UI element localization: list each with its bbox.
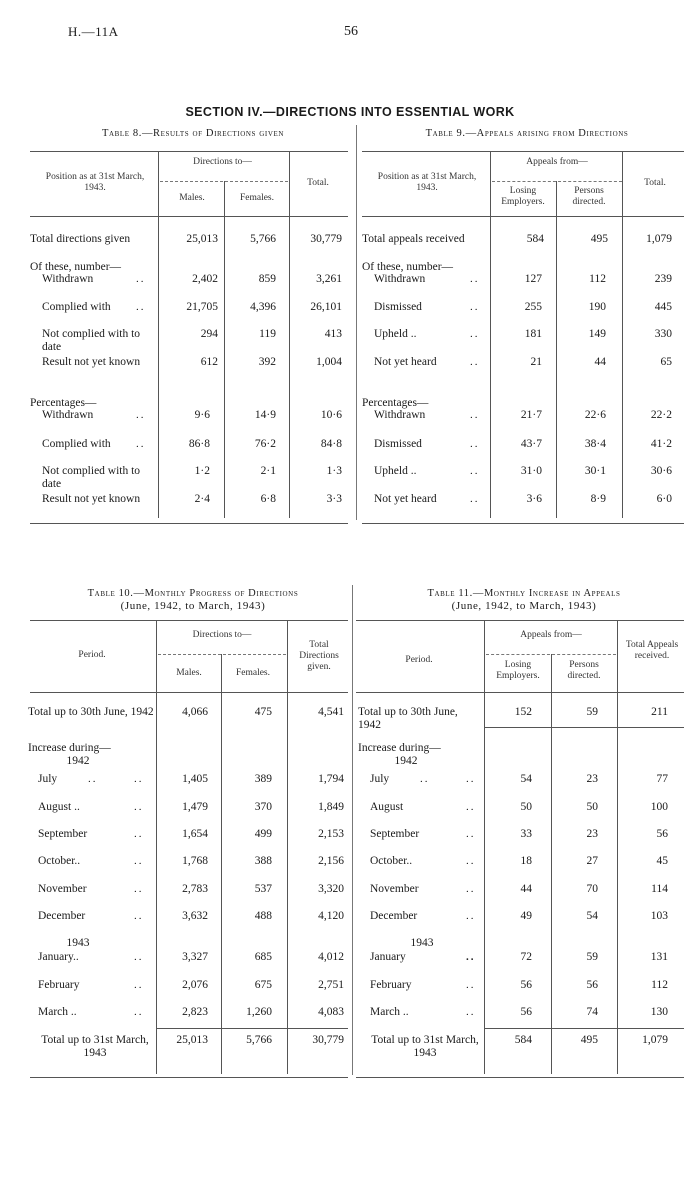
persons-value: 190 [588,301,606,313]
row-label: Total appeals received [362,233,465,245]
losing-value: 50 [520,801,532,813]
males-value: 612 [200,356,218,368]
row-label: August [370,801,404,813]
row-label: Total up to 31st March, 1943 [41,1034,149,1059]
males-value: 1·2 [194,465,210,477]
table-10-subcaption: (June, 1942, to March, 1943) [120,600,266,612]
row-label: February [38,979,80,991]
females-value: 14·9 [254,409,276,421]
persons-value: 22·6 [584,409,606,421]
persons-value: 495 [590,233,608,245]
males-value: 2,402 [192,273,218,285]
row-label: Withdrawn [42,409,94,421]
males-value: 2,783 [182,883,208,895]
table-8-males-header: Males. [179,193,205,203]
total-value: 2,156 [318,855,344,867]
row-label: August .. [38,801,80,813]
total-value: 4,012 [318,951,344,963]
total-value: 100 [650,801,668,813]
year-1943: 1943 [66,937,90,949]
females-value: 537 [254,883,272,895]
year-1942: 1942 [394,755,418,767]
row-label: Complied with [42,301,111,313]
females-value: 2·1 [260,465,276,477]
persons-value: 495 [580,1034,598,1046]
section-title: SECTION IV.—DIRECTIONS INTO ESSENTIAL WORK [185,105,515,119]
row-label: Total up to 30th June, 1942 [358,706,458,731]
row-label: November [38,883,87,895]
persons-value: 44 [594,356,606,368]
table-11-subcaption: (June, 1942, to March, 1943) [451,600,597,612]
table-9-position-header: Position as at 31st March, 1943. [377,172,477,193]
table-8-group-header: Directions to— [193,157,252,167]
row-label: September [370,828,420,840]
persons-value: 59 [586,706,598,718]
total-value: 22·2 [650,409,672,421]
persons-value: 59 [586,951,598,963]
table-11-losing-header: Losing Employers. [496,660,540,681]
row-label: March .. [38,1006,77,1018]
total-value: 4,083 [318,1006,344,1018]
of-these-label: Of these, number— [30,261,122,273]
total-value: 330 [654,328,672,340]
males-value: 2,076 [182,979,208,991]
table-8-caption: Table 8.—Results of Directions given [101,128,285,139]
males-value: 1,768 [182,855,208,867]
percentages-label: Percentages— [362,397,429,409]
females-value: 675 [254,979,272,991]
increase-label: Increase during— [358,742,441,754]
persons-value: 56 [586,979,598,991]
row-label: December [370,910,418,922]
males-value: 2,823 [182,1006,208,1018]
losing-value: 31·0 [520,465,542,477]
females-value: 76·2 [254,438,276,450]
persons-value: 30·1 [584,465,606,477]
row-label: February [370,979,412,991]
losing-value: 18 [520,855,532,867]
losing-value: 21·7 [520,409,542,421]
table-10-total-header: Total Directions given. [299,640,339,672]
total-value: 30·6 [650,465,672,477]
row-label: January.. [38,951,79,963]
row-label: Result not yet known [42,493,141,505]
total-value: 77 [656,773,668,785]
females-value: 4,396 [250,301,276,313]
row-label: October.. [370,855,413,867]
persons-value: 74 [586,1006,598,1018]
table-8-position-header: Position as at 31st March, 1943. [45,172,145,193]
row-label: Dismissed [374,301,422,313]
document-reference: H.—11A [68,24,119,39]
total-value: 10·6 [320,409,342,421]
total-value: 1·3 [326,465,342,477]
total-value: 30,779 [310,233,342,245]
losing-value: 584 [526,233,544,245]
losing-value: 255 [524,301,542,313]
table-9-losing-header: Losing Employers. [501,186,545,207]
losing-value: 33 [520,828,532,840]
losing-value: 43·7 [520,438,542,450]
total-value: 130 [650,1006,668,1018]
total-value: 103 [650,910,668,922]
females-value: 388 [254,855,272,867]
losing-value: 72 [520,951,532,963]
table-11-total-header: Total Appeals received. [625,640,679,661]
males-value: 86·8 [188,438,210,450]
row-label: Not complied with to date [42,328,141,353]
losing-value: 152 [514,706,532,718]
table-10-group-header: Directions to— [192,630,252,640]
table-11-caption: Table 11.—Monthly Increase in Appeals [427,588,621,599]
persons-value: 8·9 [590,493,606,505]
losing-value: 21 [530,356,542,368]
of-these-label: Of these, number— [362,261,454,273]
losing-value: 584 [514,1034,532,1046]
row-label: October.. [38,855,81,867]
total-value: 2,153 [318,828,344,840]
table-10-females-header: Females. [235,668,271,678]
males-value: 4,066 [182,706,208,718]
row-label: January [370,951,406,963]
year-1942: 1942 [66,755,90,767]
total-value: 239 [654,273,672,285]
females-value: 370 [254,801,272,813]
persons-value: 149 [588,328,606,340]
row-label: Upheld .. [374,465,417,477]
row-label: Withdrawn [42,273,94,285]
row-label: July [370,773,390,785]
total-value: 65 [660,356,672,368]
total-value: 1,079 [642,1034,668,1046]
males-value: 25,013 [176,1034,208,1046]
females-value: 6·8 [260,493,276,505]
row-label: March .. [370,1006,409,1018]
total-value: 211 [651,706,668,718]
row-label: Total directions given [30,233,131,245]
persons-value: 23 [586,773,598,785]
females-value: 5,766 [250,233,276,245]
losing-value: 3·6 [526,493,542,505]
losing-value: 44 [520,883,532,895]
row-label: Complied with [42,438,111,450]
table-11-group-header: Appeals from— [520,630,582,640]
persons-value: 112 [589,273,606,285]
row-label: September [38,828,88,840]
total-value: 1,004 [316,356,342,368]
table-8-females-header: Females. [239,193,275,203]
losing-value: 181 [524,328,542,340]
percentages-label: Percentages— [30,397,97,409]
row-label: Not yet heard [374,356,437,368]
table-11-persons-header: Persons directed. [567,660,601,681]
table-9-total-header: Total. [644,178,666,188]
males-value: 9·6 [194,409,210,421]
total-value: 6·0 [656,493,672,505]
males-value: 3,327 [182,951,208,963]
row-label: Total up to 30th June, 1942 [28,706,154,718]
males-value: 294 [200,328,218,340]
females-value: 5,766 [246,1034,272,1046]
losing-value: 56 [520,1006,532,1018]
persons-value: 50 [586,801,598,813]
females-value: 389 [254,773,272,785]
row-label: Withdrawn [374,409,426,421]
females-value: 488 [254,910,272,922]
total-value: 30,779 [312,1034,344,1046]
table-9-caption: Table 9.—Appeals arising from Directions [425,128,629,139]
total-value: 3,261 [316,273,342,285]
row-label: Not complied with to date [42,465,141,490]
row-label: November [370,883,419,895]
table-9-persons-header: Persons directed. [572,186,606,207]
males-value: 1,405 [182,773,208,785]
total-value: 2,751 [318,979,344,991]
total-value: 445 [654,301,672,313]
total-value: 1,794 [318,773,344,785]
total-value: 413 [324,328,342,340]
total-value: 131 [650,951,668,963]
table-11-period-header: Period. [405,655,433,665]
table-9-group-header: Appeals from— [526,157,588,167]
total-value: 56 [656,828,668,840]
males-value: 1,654 [182,828,208,840]
losing-value: 127 [524,273,542,285]
males-value: 2·4 [194,493,210,505]
females-value: 475 [254,706,272,718]
persons-value: 38·4 [584,438,606,450]
page-number: 56 [344,24,358,39]
row-label: December [38,910,86,922]
total-value: 41·2 [650,438,672,450]
losing-value: 56 [520,979,532,991]
males-value: 25,013 [186,233,218,245]
females-value: 499 [254,828,272,840]
persons-value: 54 [586,910,598,922]
males-value: 1,479 [182,801,208,813]
females-value: 392 [258,356,276,368]
persons-value: 27 [586,855,598,867]
row-label: Total up to 31st March, 1943 [371,1034,479,1059]
total-value: 3,320 [318,883,344,895]
row-label: Dismissed [374,438,422,450]
females-value: 685 [254,951,272,963]
males-value: 21,705 [186,301,218,313]
total-value: 84·8 [320,438,342,450]
males-value: 3,632 [182,910,208,922]
row-label: Upheld .. [374,328,417,340]
total-value: 3·3 [326,493,342,505]
row-label: Withdrawn [374,273,426,285]
increase-label: Increase during— [28,742,111,754]
year-1943: 1943 [410,937,434,949]
persons-value: 70 [586,883,598,895]
row-label: July [38,773,58,785]
total-value: 4,541 [318,706,344,718]
table-10-males-header: Males. [176,668,202,678]
females-value: 1,260 [246,1006,272,1018]
losing-value: 54 [520,773,532,785]
total-value: 114 [651,883,668,895]
females-value: 859 [258,273,276,285]
table-8-total-header: Total. [307,178,329,188]
females-value: 119 [259,328,276,340]
table-10-period-header: Period. [78,650,106,660]
total-value: 45 [656,855,668,867]
total-value: 26,101 [310,301,342,313]
persons-value: 23 [586,828,598,840]
total-value: 1,849 [318,801,344,813]
losing-value: 49 [520,910,532,922]
row-label: Result not yet known [42,356,141,368]
row-label: Not yet heard [374,493,437,505]
table-10-caption: Table 10.—Monthly Progress of Directions [87,588,299,599]
total-value: 4,120 [318,910,344,922]
total-value: 112 [651,979,668,991]
total-value: 1,079 [646,233,672,245]
